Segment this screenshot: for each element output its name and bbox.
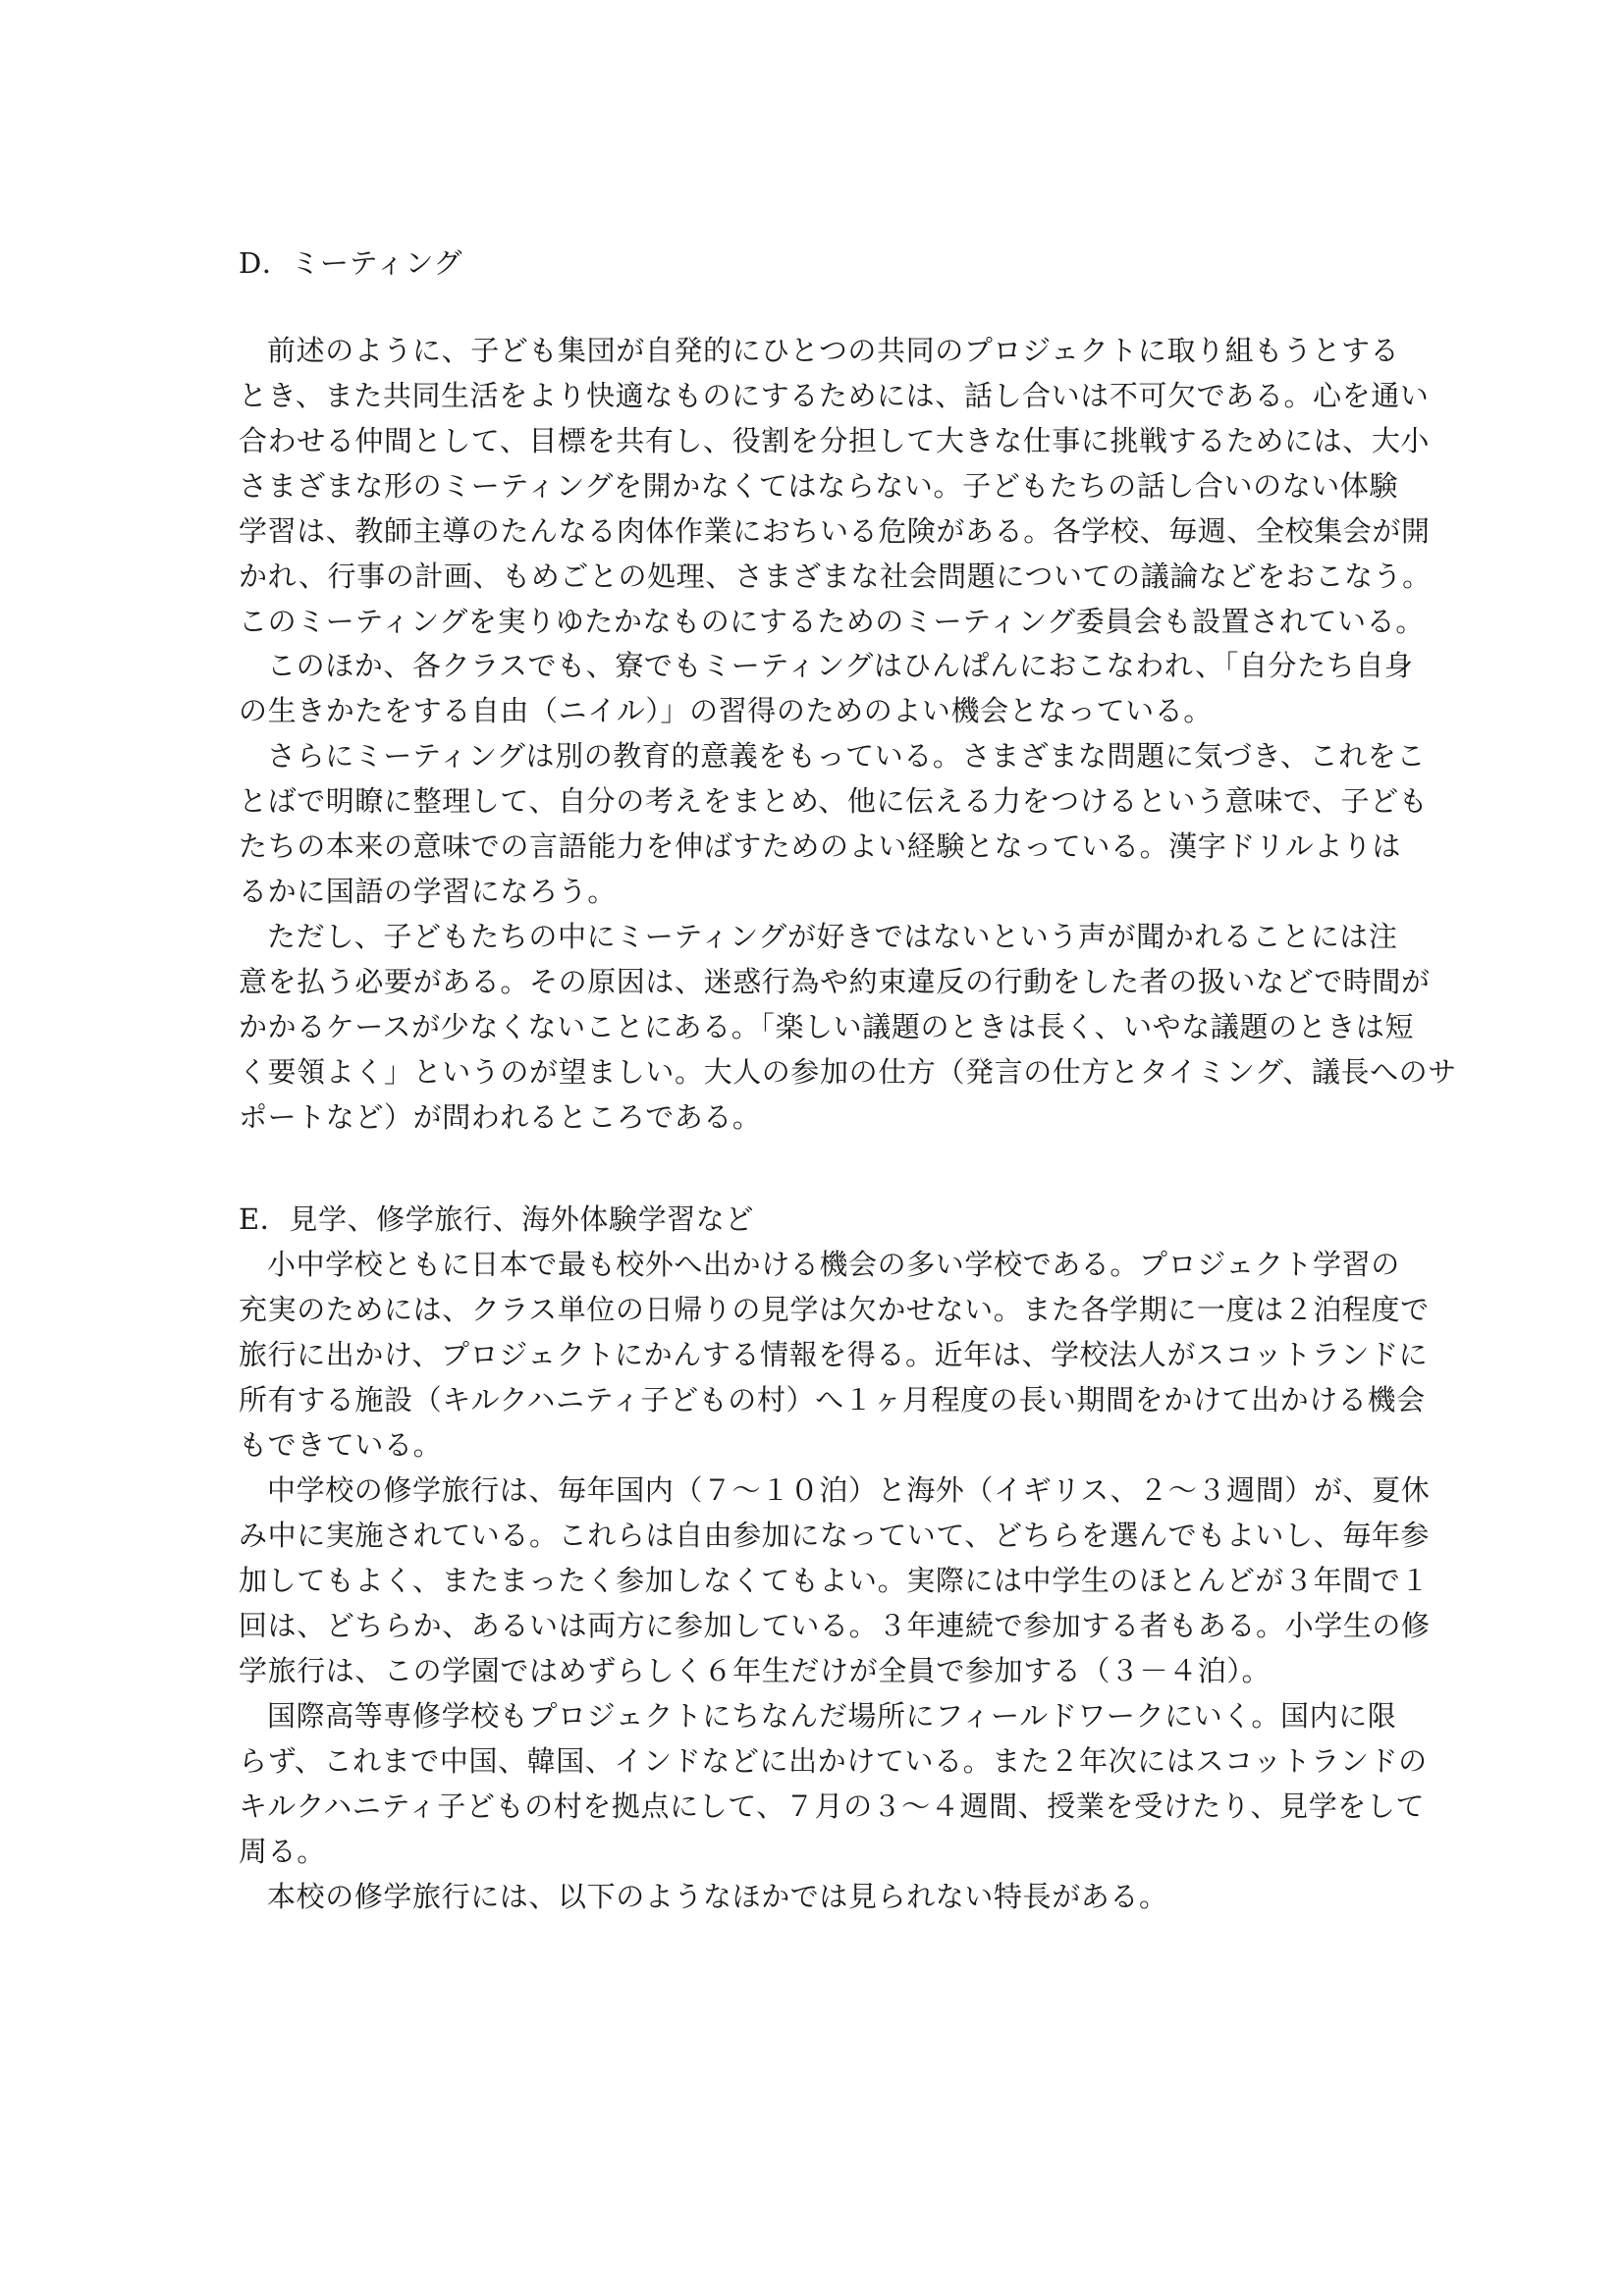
section-e-line: 旅行に出かけ、プロジェクトにかんする情報を得る。近年は、学校法人がスコットランドに xyxy=(239,1338,1429,1371)
section-e-line: 小中学校ともに日本で最も校外へ出かける機会の多い学校である。プロジェクト学習の xyxy=(267,1248,1400,1281)
section-d-line: ポートなど）が問われるところである。 xyxy=(239,1100,762,1134)
section-e-line: 国際高等専修学校もプロジェクトにちなんだ場所にフィールドワークにいく。国内に限 xyxy=(267,1699,1397,1733)
section-d-line: ただし、子どもたちの中にミーティングが好きではないという声が聞かれることには注 xyxy=(267,920,1398,953)
section-d-line: かかるケースが少なくないことにある。「楽しい議題のときは長く、いやな議題のときは短 xyxy=(239,1010,1415,1043)
section-d-line: とき、また共同生活をより快適なものにするためには、話し合いは不可欠である。心を通い xyxy=(239,379,1430,412)
section-d-line: 前述のように、子ども集団が自発的にひとつの共同のプロジェクトに取り組もうとする xyxy=(267,334,1400,367)
section-e-line: 周る。 xyxy=(239,1835,326,1868)
section-d-line: さらにミーティングは別の教育的意義をもっている。さまざまな問題に気づき、これをこ xyxy=(267,739,1426,773)
section-d-line: さまざまな形のミーティングを開かなくてはならない。子どもたちの話し合いのない体験 xyxy=(239,469,1399,503)
section-d-line: 合わせる仲間として、目標を共有し、役割を分担して大きな仕事に挑戦するためには、大小 xyxy=(239,424,1431,457)
section-e-line: らず、これまで中国、韓国、インドなどに出かけている。また２年次にはスコットランドの xyxy=(239,1744,1428,1778)
section-d-line: の生きかたをする自由（ニイル）」の習得のためのよい機会となっている。 xyxy=(239,694,1213,727)
section-e-line: 加してもよく、またまったく参加しなくてもよい。実際には中学生のほとんどが３年間で１ xyxy=(239,1564,1431,1597)
section-e-line: 本校の修学旅行には、以下のようなほかでは見られない特長がある。 xyxy=(267,1880,1168,1913)
section-e-line: 充実のためには、クラス単位の日帰りの見学は欠かせない。また各学期に一度は２泊程度で xyxy=(239,1293,1430,1326)
section-d-line: とばで明瞭に整理して、自分の考えをまとめ、他に伝える力をつけるという意味で、子ども xyxy=(239,784,1429,818)
section-e-line: み中に実施されている。これらは自由参加になっていて、どちらを選んでもよいし、毎年参 xyxy=(239,1519,1431,1552)
section-d-line: このミーティングを実りゆたかなものにするためのミーティング委員会も設置されている。 xyxy=(239,605,1425,638)
section-e-line: キルクハニティ子どもの村を拠点にして、７月の３～４週間、授業を受けたり、見学をして xyxy=(239,1789,1426,1823)
section-d-line: かれ、行事の計画、もめごとの処理、さまざまな社会問題についての議論などをおこなう。 xyxy=(239,560,1432,593)
section-d-line: このほか、各クラスでも、寮でもミーティングはひんぱんにおこなわれ、「自分たち自身 xyxy=(267,649,1414,682)
section-d-line: たちの本来の意味での言語能力を伸ばすためのよい経験となっている。漢字ドリルよりは xyxy=(239,829,1402,863)
section-e-line: 中学校の修学旅行は、毎年国内（７～１０泊）と海外（イギリス、２～３週間）が、夏休 xyxy=(267,1473,1431,1507)
section-d-line: るかに国語の学習になろう。 xyxy=(239,875,617,908)
section-d-heading: D．ミーティング xyxy=(239,246,463,280)
section-d-line: 学習は、教師主導のたんなる肉体作業におちいる危険がある。各学校、毎週、全校集会が開 xyxy=(239,514,1431,548)
section-d-line: 意を払う必要がある。その原因は、迷惑行為や約束違反の行動をした者の扱いなどで時間が xyxy=(239,965,1431,998)
section-e-line: 回は、どちらか、あるいは両方に参加している。３年連続で参加する者もある。小学生の修 xyxy=(239,1609,1431,1642)
section-e-heading: E．見学、修学旅行、海外体験学習など xyxy=(239,1202,754,1236)
section-d-line: く要領よく」というのが望ましい。大人の参加の仕方（発言の仕方とタイミング、議長へのサ xyxy=(239,1055,1457,1089)
section-e-line: 学旅行は、この学園ではめずらしく６年生だけが全員で参加する（３－４泊）。 xyxy=(239,1654,1272,1687)
section-e-line: 所有する施設（キルクハニティ子どもの村）へ１ヶ月程度の長い期間をかけて出かける機会 xyxy=(239,1383,1426,1416)
section-e-line: もできている。 xyxy=(239,1428,443,1462)
